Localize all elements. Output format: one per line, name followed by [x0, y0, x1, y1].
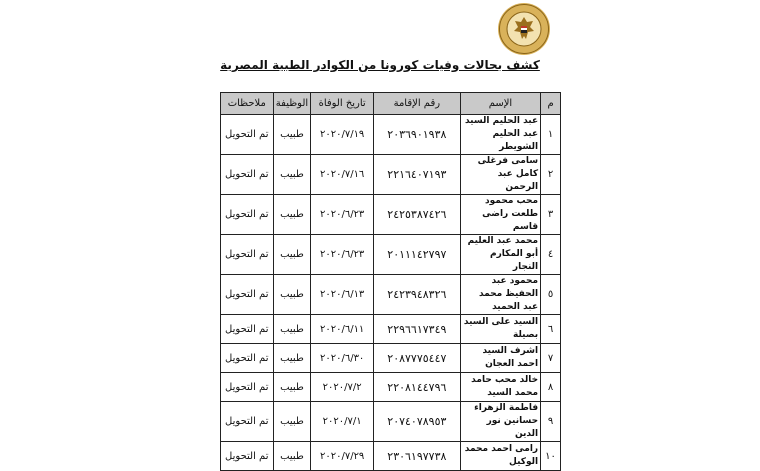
row-residence-number: ٢٤٢٥٣٨٧٤٢٦	[373, 195, 460, 235]
table-row	[221, 402, 561, 442]
row-name: عبد الحليم السيد عبد الحليم الشويطر	[460, 115, 540, 155]
row-name: محمد عبد العليم أبو المكارم النجار	[460, 235, 540, 275]
table-row	[221, 315, 561, 344]
table-header-row	[221, 93, 561, 115]
row-note: تم التحويل	[221, 442, 274, 471]
row-death-date: ٢٠٢٠/٧/١٦	[311, 155, 373, 195]
page-title	[0, 58, 760, 72]
row-job: طبيب	[273, 235, 311, 275]
row-number: ٩	[541, 402, 561, 442]
row-job: طبيب	[273, 195, 311, 235]
deaths-table	[220, 92, 561, 471]
row-job: طبيب	[273, 115, 311, 155]
row-job: طبيب	[273, 275, 311, 315]
row-name: اشرف السيد احمد العجان	[460, 344, 540, 373]
row-death-date: ٢٠٢٠/٧/١٩	[311, 115, 373, 155]
col-header-date: تاريخ الوفاة	[311, 93, 373, 115]
title-text: كشف بحالات وفيات كورونا من الكوادر الطبية المصرية	[220, 58, 540, 72]
ministry-seal	[497, 2, 551, 56]
row-note: تم التحويل	[221, 115, 274, 155]
row-note: تم التحويل	[221, 155, 274, 195]
table-row	[221, 235, 561, 275]
row-job: طبيب	[273, 155, 311, 195]
row-note: تم التحويل	[221, 344, 274, 373]
row-number: ١	[541, 115, 561, 155]
row-death-date: ٢٠٢٠/٦/٢٣	[311, 235, 373, 275]
row-note: تم التحويل	[221, 373, 274, 402]
table-row	[221, 344, 561, 373]
row-job: طبيب	[273, 315, 311, 344]
row-number: ٥	[541, 275, 561, 315]
row-death-date: ٢٠٢٠/٧/٢٩	[311, 442, 373, 471]
row-residence-number: ٢٠٨٧٧٧٥٤٤٧	[373, 344, 460, 373]
row-residence-number: ٢٠٧٤٠٧٨٩٥٣	[373, 402, 460, 442]
table-row	[221, 442, 561, 471]
row-name: سامى فرغلى كامل عبد الرحمن	[460, 155, 540, 195]
table-row	[221, 115, 561, 155]
row-job: طبيب	[273, 402, 311, 442]
row-note: تم التحويل	[221, 235, 274, 275]
row-number: ٣	[541, 195, 561, 235]
table-row	[221, 275, 561, 315]
row-residence-number: ٢٠٣٦٩٠١٩٣٨	[373, 115, 460, 155]
row-residence-number: ٢٣٠٦١٩٧٧٣٨	[373, 442, 460, 471]
table-row	[221, 155, 561, 195]
row-residence-number: ٢٢٩٦٦١٧٣٤٩	[373, 315, 460, 344]
row-death-date: ٢٠٢٠/٧/٢	[311, 373, 373, 402]
row-number: ٤	[541, 235, 561, 275]
col-header-name: الإسم	[460, 93, 540, 115]
row-job: طبيب	[273, 344, 311, 373]
row-note: تم التحويل	[221, 315, 274, 344]
row-name: السيد على السيد بصيلة	[460, 315, 540, 344]
row-death-date: ٢٠٢٠/٦/١١	[311, 315, 373, 344]
row-death-date: ٢٠٢٠/٦/٣٠	[311, 344, 373, 373]
col-header-notes: ملاحظات	[221, 93, 274, 115]
row-name: رامى احمد محمد الوكيل	[460, 442, 540, 471]
row-residence-number: ٢٠١١١٤٢٧٩٧	[373, 235, 460, 275]
row-note: تم التحويل	[221, 275, 274, 315]
row-number: ٢	[541, 155, 561, 195]
col-header-job: الوظيفة	[273, 93, 311, 115]
row-job: طبيب	[273, 373, 311, 402]
row-job: طبيب	[273, 442, 311, 471]
row-name: محب محمود طلعت راضى قاسم	[460, 195, 540, 235]
row-death-date: ٢٠٢٠/٦/٢٣	[311, 195, 373, 235]
row-number: ١٠	[541, 442, 561, 471]
row-name: محمود عبد الحفيظ محمد عبد الحميد	[460, 275, 540, 315]
row-number: ٧	[541, 344, 561, 373]
row-death-date: ٢٠٢٠/٧/١	[311, 402, 373, 442]
row-residence-number: ٢٢١٦٤٠٧١٩٣	[373, 155, 460, 195]
row-name: فاطمة الزهراء حسانين نور الدين	[460, 402, 540, 442]
row-residence-number: ٢٤٢٣٩٤٨٣٢٦	[373, 275, 460, 315]
eagle-emblem-icon	[497, 2, 551, 56]
row-death-date: ٢٠٢٠/٦/١٣	[311, 275, 373, 315]
table-row	[221, 195, 561, 235]
row-note: تم التحويل	[221, 402, 274, 442]
row-number: ٨	[541, 373, 561, 402]
row-residence-number: ٢٢٠٨١٤٤٧٩٦	[373, 373, 460, 402]
col-header-residence: رقم الإقامة	[373, 93, 460, 115]
col-header-number: م	[541, 93, 561, 115]
row-note: تم التحويل	[221, 195, 274, 235]
table-row	[221, 373, 561, 402]
row-name: خالد محب حامد محمد السيد	[460, 373, 540, 402]
row-number: ٦	[541, 315, 561, 344]
